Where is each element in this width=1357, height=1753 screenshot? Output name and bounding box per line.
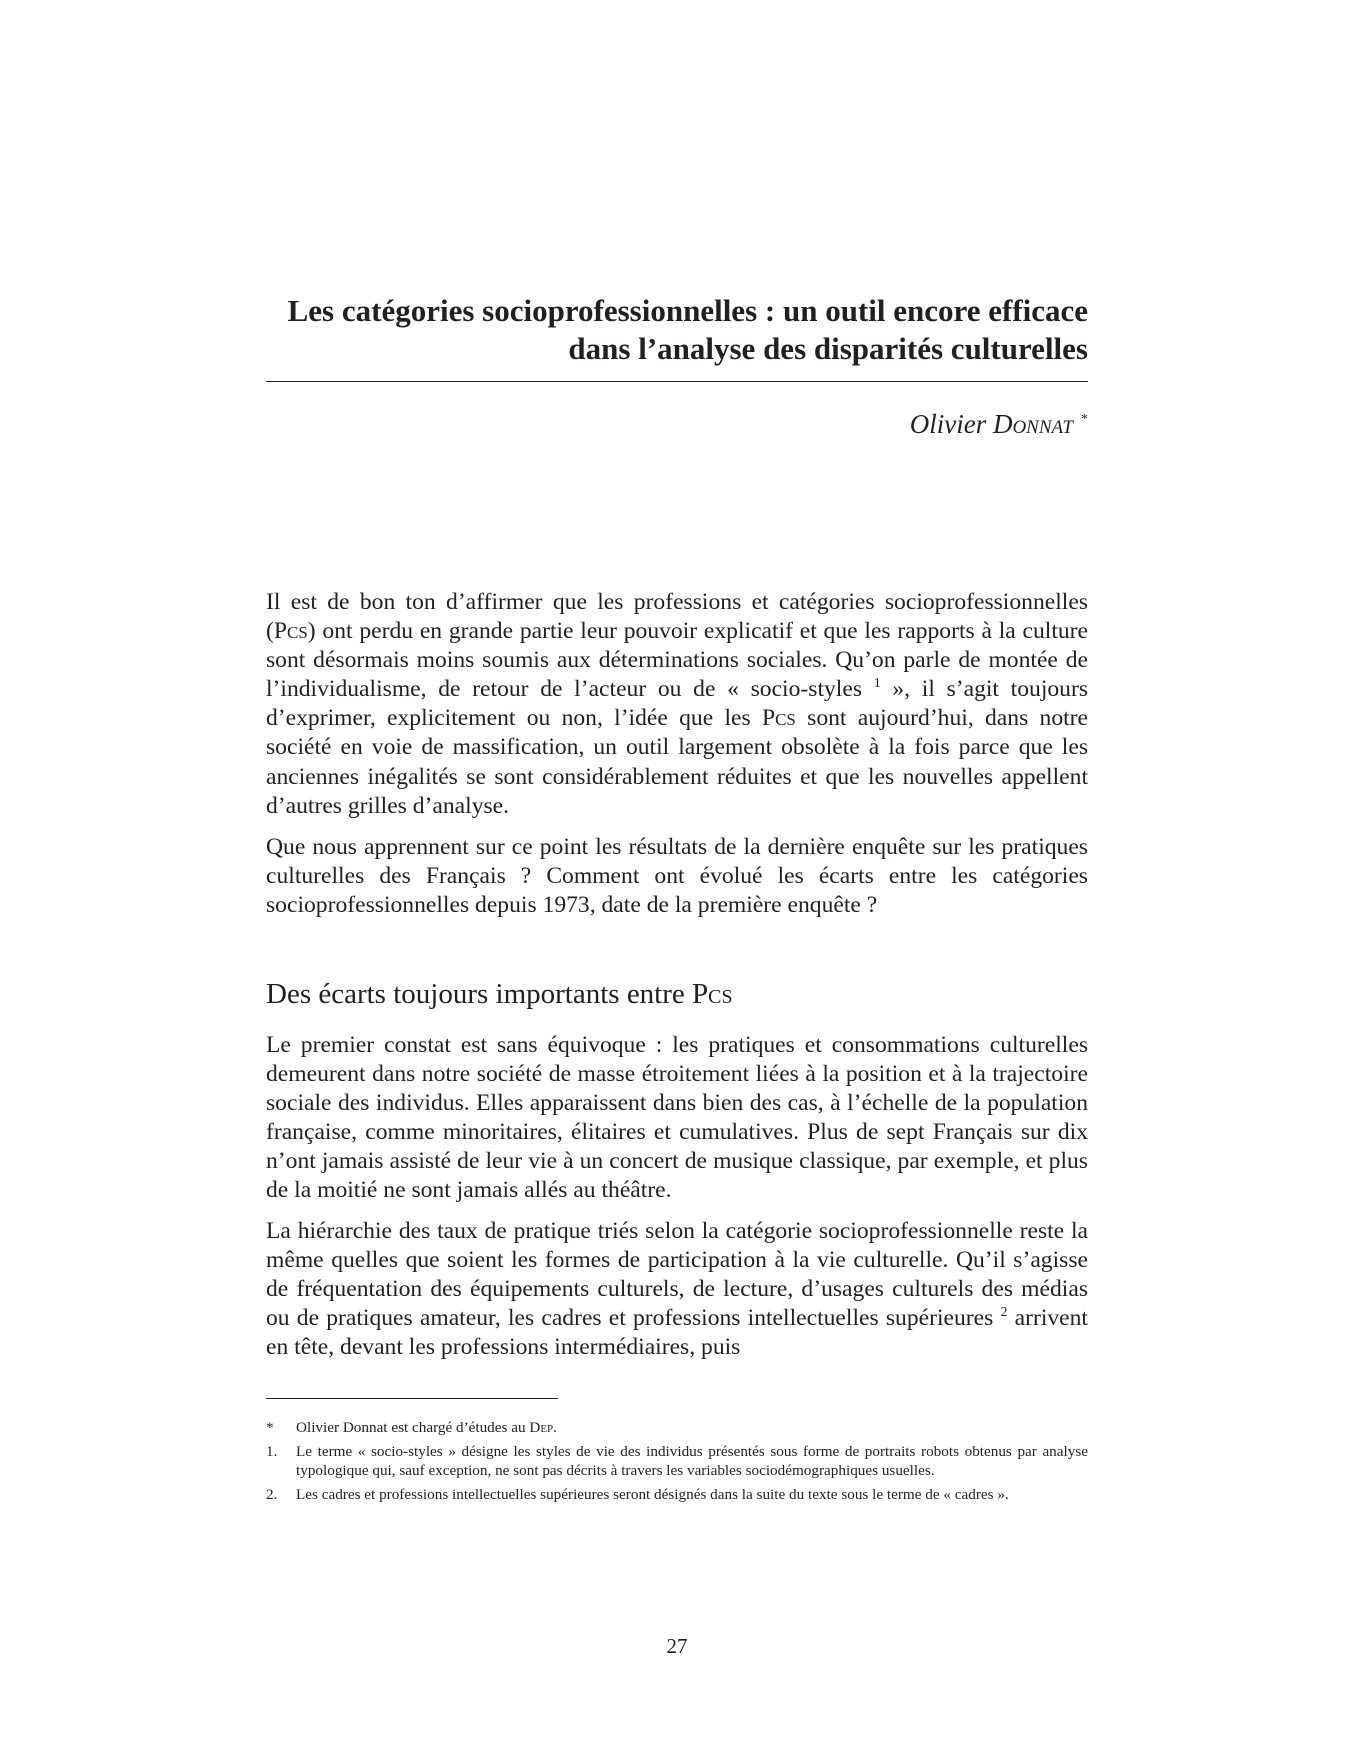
author-footnote-mark: * (1081, 412, 1088, 427)
section-heading-abbr: Pcs (692, 978, 733, 1010)
footnote-text: Les cadres et professions intellectuelles supérieures seront désignés dans la suite du texte sous le terme de « cadres ». (296, 1485, 1009, 1503)
abbr-pcs: Pcs (761, 705, 796, 732)
footnote-text: Le terme « socio-styles » désigne les styles de vie des individus présentés sous forme de portraits robots obtenus par analyse typologique qui, sauf exception, ne sont pas décrits à travers les variables sociodémographiques usuelles. (296, 1442, 1088, 1480)
article-title-line-1: Les catégories socioprofessionnelles : un outil encore efficace (287, 293, 1088, 328)
author-byline (910, 407, 1088, 441)
intro-paragraph-2: Que nous apprennent sur ce point les résultats de la dernière enquête sur les pratiques culturelles des Français ? Comment ont évolué les écarts entre les catégories socioprofessionnelles depuis 1973, date de la première enquête ? (266, 834, 1088, 919)
footnote-item (266, 1485, 1088, 1505)
footnotes (266, 1418, 1088, 1508)
intro-p1-text-c: », il s’agit toujours d’exprimer, explicitement ou non, l’idée que les (266, 676, 1089, 732)
abbr-dep: Dep (529, 1419, 554, 1436)
section-paragraph-1: Le premier constat est sans équivoque : les pratiques et consommations culturelles demeurent dans notre société de masse étroitement liées à la position et à la trajectoire sociale des individus. Elles apparaissent dans bien des cas, à l’échelle de la population française, comme minoritaires, élitaires et cumulatives. Plus de sept Français sur dix n’ont jamais assisté de leur vie à un concert de musique classique, par exemple, et plus de la moitié ne sont jamais allés au théâtre. (266, 1032, 1088, 1204)
author-last-name: Donnat (992, 409, 1073, 439)
section-p2-text-a: La hiérarchie des taux de pratique triés selon la catégorie socioprofessionnelle reste la même quelles que soient les formes de participation à la vie culturelle. Qu’il s’agisse de fréquentation des équipements culturels, de lecture, d’usages culturels des médias ou de pratiques amateur, les cadres et professions intellectuelles supérieures (266, 1218, 1088, 1332)
section-heading (266, 976, 1088, 1012)
footnote-item (266, 1418, 1088, 1438)
footnote-mark: * (266, 1419, 274, 1436)
article-title (266, 292, 1088, 368)
footnote-divider (266, 1398, 558, 1399)
footnote-mark: 2. (266, 1485, 278, 1503)
page-number: 27 (666, 1634, 688, 1658)
paper-page (266, 0, 1088, 1753)
footnote-ref-1: 1 (873, 676, 881, 692)
footnote-mark: 1. (266, 1442, 278, 1460)
intro-paragraph-1 (266, 588, 1088, 821)
title-divider (266, 381, 1088, 382)
footnote-text: Olivier Donnat est chargé d’études au (296, 1419, 530, 1436)
abbr-pcs: Pcs (273, 618, 308, 645)
intro-p1-text-a: Il est de bon ton d’affirmer que les professions et catégories socioprofessionnelles ( (266, 589, 1088, 645)
footnote-item (266, 1442, 1088, 1481)
footnote-tail: . (553, 1419, 557, 1436)
section-paragraph-2 (266, 1217, 1088, 1362)
intro-p1-text-d: sont aujourd’hui, dans notre société en voie de massification, un outil largement obsolète à la fois parce que les anciennes inégalités se sont considérablement réduites et que les nouvelles appellent d’autres grilles d’analyse. (266, 705, 1088, 819)
intro-p1-text-b: ) ont perdu en grande partie leur pouvoir explicatif et que les rapports à la culture sont désormais moins soumis aux déterminations sociales. Qu’on parle de montée de l’individualisme, de retour de l’acteur ou de « socio-styles (266, 618, 1088, 703)
section-p2-text-b: arrivent en tête, devant les professions intermédiaires, puis (266, 1305, 1088, 1361)
article-title-line-2: dans l’analyse des disparités culturelles (568, 331, 1088, 366)
author-first-name: Olivier (909, 409, 987, 439)
section-heading-text: Des écarts toujours importants entre (266, 978, 693, 1010)
footnote-ref-2: 2 (1000, 1305, 1008, 1321)
